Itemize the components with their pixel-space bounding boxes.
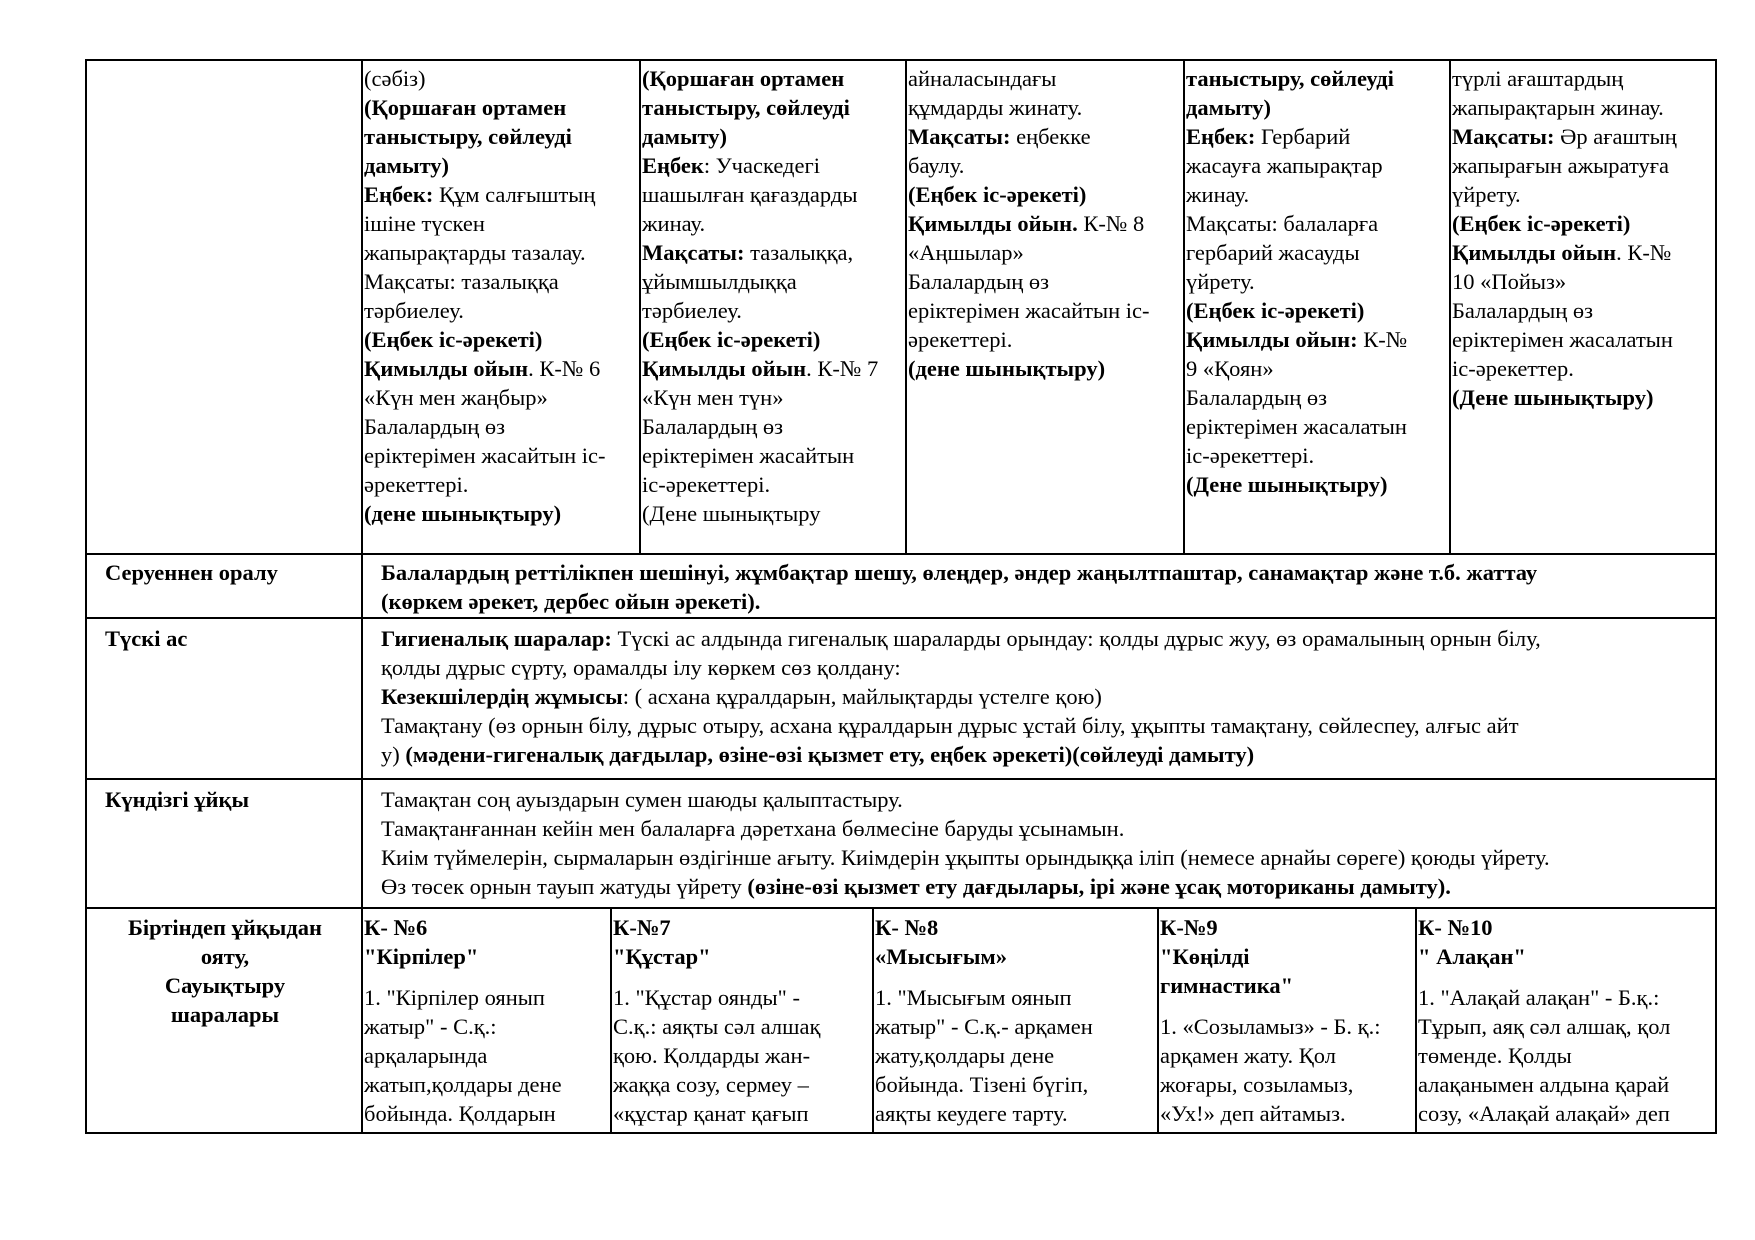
text-line (381, 682, 1711, 711)
wake-cell-4 (1160, 913, 1414, 1128)
text: ұйымшылдыққа (642, 269, 797, 294)
text: : ( асхана құралдарын, майлықтарды үстелге қою) (622, 684, 1102, 709)
text-line: жату,қолдары дене (875, 1043, 1055, 1068)
text-line: жатыр" - С.қ.: (364, 1014, 497, 1039)
bold-text: Еңбек: (364, 182, 434, 207)
text: еңбекке (1010, 124, 1091, 149)
text-line (1186, 180, 1448, 209)
text: К-№ (1357, 327, 1408, 352)
text: Балалардың өз (1452, 298, 1594, 323)
text: (сәбіз) (364, 66, 426, 91)
text: қолды дұрыс сүрту, орамалды ілу көркем сөз қолдану: (381, 655, 901, 680)
text-line (1452, 296, 1714, 325)
text-line (1452, 354, 1714, 383)
text: ішіне түскен (364, 211, 485, 236)
bold-text: таныстыру, сөйлеуді (642, 95, 850, 120)
text-line (1186, 93, 1448, 122)
text-line (364, 354, 638, 383)
column-divider (610, 907, 612, 1132)
text-line (1186, 267, 1448, 296)
text-line (364, 122, 638, 151)
text-line (642, 325, 904, 354)
text-line (381, 624, 1711, 653)
text-line (1186, 354, 1448, 383)
text: . К-№ (1616, 240, 1672, 265)
bold-text: Қимылды ойын (1452, 240, 1617, 265)
text-line (1186, 151, 1448, 180)
text-line (1186, 383, 1448, 412)
bold-text: таныстыру, сөйлеуді (1186, 66, 1394, 91)
bold-text: Мақсаты: (908, 124, 1011, 149)
top-cell-3 (908, 64, 1182, 383)
text-line (1452, 64, 1714, 93)
bold-text: таныстыру, сөйлеуді (364, 124, 572, 149)
text-line (1452, 267, 1714, 296)
text-line (381, 740, 1711, 769)
bold-text: (Қоршаған ортамен (642, 66, 845, 91)
text-line: К-№7 (613, 915, 671, 940)
bold-text: (Дене шынықтыру) (1186, 472, 1388, 497)
text: жапырақтарды тазалау. (364, 240, 586, 265)
text-line (364, 209, 638, 238)
text: Мақсаты: балаларға (1186, 211, 1379, 236)
text-line (364, 470, 638, 499)
text-line (908, 122, 1182, 151)
text: «Күн мен жаңбыр» (364, 385, 548, 410)
text-line (908, 93, 1182, 122)
bold-text: Еңбек: (1186, 124, 1256, 149)
bold-text: Еңбек (642, 153, 704, 178)
text-line (642, 180, 904, 209)
text-line (1452, 93, 1714, 122)
label-column-divider (361, 59, 363, 1134)
bold-text: Қимылды ойын (364, 356, 529, 381)
text: у) (381, 742, 406, 767)
text-line (1186, 441, 1448, 470)
text-line: арқаларында (364, 1043, 488, 1068)
text: әрекеттері. (908, 327, 1013, 352)
table-border-top (85, 59, 1717, 61)
column-divider (1183, 59, 1185, 553)
text: іс-әрекеттер. (1452, 356, 1574, 381)
text-line: К- №8 (875, 915, 939, 940)
text-line: шаралары (170, 1002, 280, 1027)
text-line (642, 354, 904, 383)
text-line (642, 122, 904, 151)
text: Киім түймелерін, сырмаларын өздігінше ағыту. Киімдерін ұқыпты орындыққа іліп (немесе арнайы сөреге) қоюды үйрету. (381, 845, 1550, 870)
text-line: " Алақан" (1418, 944, 1526, 969)
text-line (364, 499, 638, 528)
text-line (364, 383, 638, 412)
text-line: алақанымен алдына қарай (1418, 1072, 1670, 1097)
text: жинау. (1186, 182, 1250, 207)
text-line (1186, 412, 1448, 441)
text-line (364, 238, 638, 267)
text-line: Біртіндеп ұйқыдан (128, 915, 322, 940)
text: іс-әрекеттері. (1186, 443, 1315, 468)
text-line (908, 238, 1182, 267)
exercise-text (613, 983, 871, 1128)
text-line: созу, «Алақай алақай» деп (1418, 1101, 1670, 1126)
text: тәрбиелеу. (642, 298, 742, 323)
bold-text: Қимылды ойын: (1186, 327, 1358, 352)
text-line (1452, 151, 1714, 180)
row-divider (85, 778, 1717, 780)
return-content (381, 558, 1711, 616)
text-line (1186, 122, 1448, 151)
text-line (364, 296, 638, 325)
text-line: төменде. Қолды (1418, 1043, 1572, 1068)
column-divider (1415, 907, 1417, 1132)
text-line (908, 325, 1182, 354)
wake-cell-1 (364, 913, 608, 1128)
text-line: аяқты кеудеге тарту. (875, 1101, 1068, 1126)
text: құмдарды жинату. (908, 95, 1083, 120)
bold-text: (дене шынықтыру) (364, 501, 562, 526)
text: Өз төсек орнын тауып жатуды үйрету (381, 874, 748, 899)
text-line (1186, 64, 1448, 93)
text: еріктерімен жасайтын іс- (364, 443, 606, 468)
column-divider (639, 59, 641, 553)
text: . К-№ 6 (528, 356, 601, 381)
text: жинау. (642, 211, 706, 236)
text: тазалыққа, (744, 240, 854, 265)
exercise-text (364, 983, 608, 1128)
text-line (1186, 325, 1448, 354)
text-line: «Ух!» деп айтамыз. (1160, 1101, 1346, 1126)
text-line (1452, 383, 1714, 412)
bold-text: дамыту) (364, 153, 450, 178)
wake-cell-2 (613, 913, 871, 1128)
exercise-heading (1160, 913, 1414, 1000)
column-divider (872, 907, 874, 1132)
text-line (642, 412, 904, 441)
bold-text: Мақсаты: (642, 240, 745, 265)
wake-cell-5 (1418, 913, 1714, 1128)
row-label-wake (90, 913, 360, 1029)
exercise-heading (613, 913, 871, 971)
text: Балалардың өз (908, 269, 1050, 294)
row-divider (85, 553, 1717, 555)
bold-text: (мәдени-гигеналық дағдылар, өзіне-өзі қызмет ету, еңбек әрекеті)(сөйлеуді дамыту) (405, 742, 1255, 767)
text: Тамақтанғаннан кейін мен балаларға дәретхана бөлмесіне баруды ұсынамын. (381, 816, 1125, 841)
text-line (364, 267, 638, 296)
text-line: 1. "Құстар оянды" - (613, 985, 800, 1010)
text-line (908, 180, 1182, 209)
text-line (1452, 209, 1714, 238)
text-line (908, 151, 1182, 180)
top-cell-2 (642, 64, 904, 528)
text: үйрету. (1452, 182, 1521, 207)
text-line (1186, 238, 1448, 267)
text: «Күн мен түн» (642, 385, 784, 410)
text-line: 1. "Мысығым оянып (875, 985, 1072, 1010)
text-line: жатыр" - С.қ.- арқамен (875, 1014, 1093, 1039)
text: Балалардың өз (364, 414, 506, 439)
lunch-content (381, 624, 1711, 769)
text-line (381, 814, 1711, 843)
text-line (381, 558, 1711, 587)
text-line (364, 64, 638, 93)
text-line (642, 93, 904, 122)
text: айналасындағы (908, 66, 1057, 91)
text-line: "Көңілді (1160, 944, 1250, 969)
bold-text: дамыту) (1186, 95, 1272, 120)
text-line (364, 180, 638, 209)
exercise-text (1418, 983, 1714, 1128)
text: гербарий жасауды (1186, 240, 1360, 265)
text: жасауға жапырақтар (1186, 153, 1383, 178)
wake-cell-3 (875, 913, 1155, 1128)
text: : Учаскедегі (703, 153, 820, 178)
bold-text: дамыту) (642, 124, 728, 149)
text-line: бойында. Тізені бүгіп, (875, 1072, 1089, 1097)
bold-text: (Еңбек іс-әрекеті) (1452, 211, 1631, 236)
text-line: Сауықтыру (164, 973, 286, 998)
text: әрекеттері. (364, 472, 469, 497)
text-line (642, 470, 904, 499)
text: Тамақтану (өз орнын білу, дұрыс отыру, асхана құралдарын дұрыс ұстай білу, ұқыпты тамақтану, сөйлеспеу, алғыс айт (381, 713, 1519, 738)
text-line (908, 354, 1182, 383)
text: түрлі ағаштардың (1452, 66, 1624, 91)
bold-text: (Еңбек іс-әрекеті) (908, 182, 1087, 207)
text: 10 «Пойыз» (1452, 269, 1567, 294)
text-line (908, 209, 1182, 238)
bold-text: Балалардың реттілікпен шешінуі, жұмбақтар шешу, өлеңдер, әндер жаңылтпаштар, санамақтар және т.б. жаттау (381, 560, 1538, 585)
text-line (364, 151, 638, 180)
exercise-heading (364, 913, 608, 971)
bold-text: (Дене шынықтыру) (1452, 385, 1654, 410)
text-line: жаққа созу, сермеу – (613, 1072, 809, 1097)
text: тәрбиелеу. (364, 298, 464, 323)
text-line (1186, 470, 1448, 499)
text-line: С.қ.: аяқты сәл алшақ (613, 1014, 821, 1039)
table-border-left (85, 59, 87, 1134)
text-line (642, 499, 904, 528)
text-line (381, 843, 1711, 872)
text-line (1452, 238, 1714, 267)
text-line: жатып,қолдары дене (364, 1072, 562, 1097)
text-line (364, 325, 638, 354)
text-line (1452, 180, 1714, 209)
text-line (381, 711, 1711, 740)
exercise-heading (1418, 913, 1714, 971)
text-line (642, 209, 904, 238)
text: Әр ағаштың (1554, 124, 1677, 149)
top-cell-1 (364, 64, 638, 528)
column-divider (905, 59, 907, 553)
text: 9 «Қоян» (1186, 356, 1274, 381)
text: еріктерімен жасалатын (1186, 414, 1407, 439)
text-line (1186, 209, 1448, 238)
text-line: жоғары, созыламыз, (1160, 1072, 1354, 1097)
text-line (642, 441, 904, 470)
text: жапырақтарын жинау. (1452, 95, 1664, 120)
text: Мақсаты: тазалыққа (364, 269, 559, 294)
text: еріктерімен жасайтын іс- (908, 298, 1150, 323)
text-line (642, 64, 904, 93)
text-line: К- №10 (1418, 915, 1493, 940)
text-line: Тұрып, аяқ сәл алшақ, қол (1418, 1014, 1671, 1039)
text-line (908, 267, 1182, 296)
text-line (642, 151, 904, 180)
exercise-text (1160, 1012, 1414, 1128)
bold-text: Кезекшілердің жұмысы (381, 684, 623, 709)
text: Тамақтан соң ауыздарын сумен шаюды қалыптастыру. (381, 787, 903, 812)
bold-text: (өзіне-өзі қызмет ету дағдылары, ірі және ұсақ моториканы дамыту). (747, 874, 1451, 899)
row-divider (85, 617, 1717, 619)
table-border-bottom (85, 1132, 1717, 1134)
text-line: "Кірпілер" (364, 944, 479, 969)
bold-text: Гигиеналық шаралар: (381, 626, 612, 651)
text-line (364, 93, 638, 122)
text-line (381, 785, 1711, 814)
text: Құм салғыштың (433, 182, 596, 207)
text-line: 1. «Созыламыз» - Б. қ.: (1160, 1014, 1381, 1039)
bold-text: (Еңбек іс-әрекеті) (642, 327, 821, 352)
text-line (381, 872, 1711, 901)
text-line (1452, 325, 1714, 354)
table-border-right (1715, 59, 1717, 1134)
nap-content (381, 785, 1711, 901)
text: Гербарий (1255, 124, 1351, 149)
text: іс-әрекеттері. (642, 472, 771, 497)
text-line (642, 238, 904, 267)
text: үйрету. (1186, 269, 1255, 294)
text-line (381, 587, 1711, 616)
text-line: ояту, (200, 944, 250, 969)
exercise-text (875, 983, 1155, 1128)
text: «Аңшылар» (908, 240, 1024, 265)
text-line (908, 64, 1182, 93)
bold-text: Қимылды ойын (642, 356, 807, 381)
text-line: «Мысығым» (875, 944, 1007, 969)
bold-text: (көркем әрекет, дербес ойын әрекеті). (381, 589, 761, 614)
text: (Дене шынықтыру (642, 501, 821, 526)
top-cell-4 (1186, 64, 1448, 499)
text-line: 1. "Кірпілер оянып (364, 985, 545, 1010)
text: . К-№ 7 (806, 356, 879, 381)
bold-text: Мақсаты: (1452, 124, 1555, 149)
text: шашылған қағаздарды (642, 182, 858, 207)
bold-text: (Еңбек іс-әрекеті) (364, 327, 543, 352)
text-line (642, 267, 904, 296)
column-divider (1449, 59, 1451, 553)
text-line: «құстар қанат қағып (613, 1101, 809, 1126)
text-line (642, 383, 904, 412)
text: еріктерімен жасалатын (1452, 327, 1673, 352)
row-label-nap: Күндізгі ұйқы (105, 787, 250, 812)
exercise-heading (875, 913, 1155, 971)
top-cell-5 (1452, 64, 1714, 412)
bold-text: (дене шынықтыру) (908, 356, 1106, 381)
text-line (1452, 122, 1714, 151)
text-line: гимнастика" (1160, 973, 1294, 998)
text-line: арқамен жату. Қол (1160, 1043, 1336, 1068)
row-label-return: Серуеннен оралу (105, 560, 278, 585)
text-line (364, 412, 638, 441)
column-divider (1157, 907, 1159, 1132)
text-line (908, 296, 1182, 325)
text: жапырағын ажыратуға (1452, 153, 1669, 178)
text-line: бойында. Қолдарын (364, 1101, 556, 1126)
text: баулу. (908, 153, 965, 178)
bold-text: (Қоршаған ортамен (364, 95, 567, 120)
text-line: К- №6 (364, 915, 428, 940)
text-line (381, 653, 1711, 682)
row-divider (85, 907, 1717, 909)
text: Түскі ас алдында гигеналық шараларды орындау: қолды дұрыс жуу, өз орамалының орнын білу, (611, 626, 1541, 651)
text-line: К-№9 (1160, 915, 1218, 940)
text: Балалардың өз (642, 414, 784, 439)
bold-text: (Еңбек іс-әрекеті) (1186, 298, 1365, 323)
text-line: "Құстар" (613, 944, 711, 969)
text: К-№ 8 (1077, 211, 1145, 236)
text: еріктерімен жасайтын (642, 443, 855, 468)
text-line (642, 296, 904, 325)
text-line: 1. "Алақай алақан" - Б.қ.: (1418, 985, 1660, 1010)
bold-text: Қимылды ойын. (908, 211, 1078, 236)
row-label-lunch: Түскі ас (105, 626, 188, 651)
text-line: қою. Қолдарды жан- (613, 1043, 811, 1068)
text-line (1186, 296, 1448, 325)
text: Балалардың өз (1186, 385, 1328, 410)
text-line (364, 441, 638, 470)
